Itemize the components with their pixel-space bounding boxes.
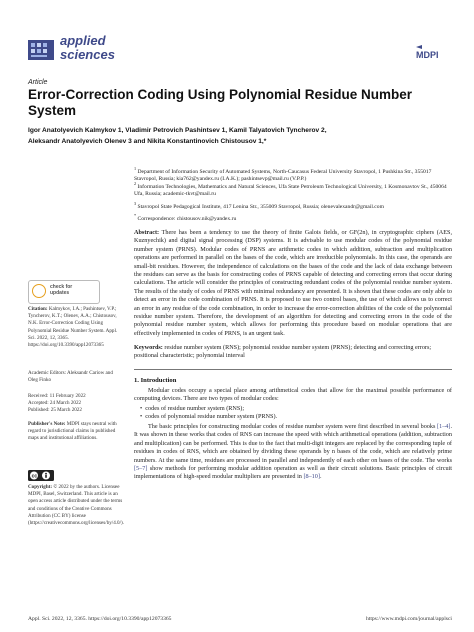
- author-line-1: Igor Anatolyevich Kalmykov 1, Vladimir Petrovich Pashintsev 1, Kamil Talyatovich Tyncherov 2,: [28, 127, 327, 134]
- citation: Citation: Kalmykov, I.A.; Pashintsev, V.P.; Tyncherov, K.T.; Olenev, A.A.; Chistousov, N.K. Error-Correction Coding Using Polynomial Residue Number System. Appl. Sci. 2022, 12, 3365. https://doi.org/10.3390/app12073365: [28, 306, 118, 349]
- footer-doi[interactable]: Appl. Sci. 2022, 12, 3365. https://doi.org/10.3390/app12073365: [28, 616, 172, 622]
- list-item: • codes of residue number system (RNS);: [140, 405, 245, 412]
- dates: Received: 11 February 2022 Accepted: 24 March 2022 Published: 25 March 2022: [28, 393, 86, 414]
- divider: [134, 369, 452, 370]
- intro-paragraph-1: Modular codes occupy a special place among arithmetical codes that allow for the maximal possible performance of computing devices. There are two types of modular codes:: [134, 387, 452, 403]
- abstract-text: There has been a tendency to use the theory of finite Galois fields, or GF(2n), in cryptographic ciphers (AES, Kuznyechik) and digital signal processing (DSP) systems. It is advisable to use modular codes of the polynomial residue number system (PRNS). Modular codes of PRNS are arithmetic codes in which addition, subtraction and multiplication operations are performed in parallel on the bases of the code, which are irreducible polynomials. In this case, the operands are small-bit residues. However, the independence of calculations on the bases of the code and the lack of data exchange between the residues can serve as the basis for constructing codes of PRNS capable of detecting and correcting errors that occur during calculations. The article will consider the principles of constructing redundant codes of the polynomial residue number system. The results of the study of codes of PRNS with minimal redundancy are presented. It is shown that these codes are only able to detect an error in the code combination of PRNS. It is proposed to use two control bases, the use of which allows us to correct an error in any residue of the code combination, in order to increase the error-correction abilities of the code of the polynomial residue number system. Therefore, the development of an algorithm for detecting and correcting errors in the code of the polynomial residue number system, which allows for performing this procedure based on modular operations that are effectively implemented in codes of PRNS, is an urgent task.: [134, 229, 453, 337]
- intro-paragraph-2: The basic principles for constructing modular codes of residue number system were first described in several books [1–4]. It was shown in these works that codes of RNS can increase the speed with which arithmetical operations (addition, subtraction and multiplication) can be performed. This is due to the fact that multi-digit integers are replaced by the corresponding tuple of residues in codes of RNS, which are obtained by dividing these operands by n bases of the code, which are relatively prime numbers. At the same time, residues are processed in parallel and independently of each other on bases of the code. The works [5–7] show methods for performing modular addition operation as well as their circuit solutions. Basic principles of circuit implementations of high-speed modular multipliers are presented in [8–10].: [134, 423, 452, 481]
- keywords: [134, 344, 452, 361]
- updates-icon: [32, 284, 46, 298]
- check-for-updates-badge[interactable]: check for updates: [28, 280, 100, 304]
- abstract-label: Abstract:: [134, 229, 160, 236]
- publisher-name: MDPI: [416, 50, 439, 60]
- author-line-2: Aleksandr Anatolyevich Olenev 3 and Nikita Konstantinovich Chistousov 1,*: [28, 138, 267, 145]
- affiliation-3: $^3$ Stavropol State Pedagogical Institute, 417 Lenina Str., 355009 Stavropol, Russia; olenevalexandr@gmail.com: [134, 201, 384, 210]
- footer-journal-url[interactable]: https://www.mdpi.com/journal/applsci: [365, 616, 452, 622]
- reference-link[interactable]: [1–4]: [437, 423, 451, 430]
- mdpi-logo-icon: [414, 45, 448, 61]
- publisher-note: Publisher's Note: MDPI stays neutral with regard to jurisdictional claims in published maps and institutional affiliations.: [28, 421, 117, 442]
- list-item: • codes of polynomial residue number system (PRNS).: [140, 413, 278, 420]
- academic-editors: Academic Editors: Aleksandr Cariow and Oleg Finko: [28, 370, 113, 384]
- journal-name: [60, 34, 115, 62]
- copyright: Copyright: © 2022 by the authors. Licensee MDPI, Basel, Switzerland. This article is an open access article distributed under the terms and conditions of the Creative Commons Attribution (CC BY) license (https://creativecommons.org/licenses/by/4.0/).: [28, 484, 124, 527]
- journal-name-line1: applied: [60, 33, 106, 48]
- keywords-label: Keywords:: [134, 344, 163, 351]
- journal-logo-icon: [28, 40, 54, 60]
- correspondence: * Correspondence: chistousov.nik@yandex.ru: [134, 213, 237, 222]
- abstract: [134, 229, 452, 338]
- cc-by-license-icon: [28, 470, 54, 481]
- journal-name-line2: sciences: [60, 47, 115, 62]
- section-heading: 1. Introduction: [134, 377, 177, 384]
- article-type: Article: [28, 79, 48, 86]
- affiliation-2: $^2$ Information Technologies, Mathematics and Natural Sciences, Ufa State Petroleum Technological University, 1 Kosmonavtov St., 450064 Ufa, Russia; academic-tkvt@mail.ru: [134, 181, 447, 198]
- keywords-text: residue number system (RNS); polynomial residue number system (PRNS); detecting and correcting errors; positional characteristic; polynomial interval: [134, 344, 432, 360]
- paper-title: Error-Correction Coding Using Polynomial Residue Number System: [28, 87, 413, 118]
- author-list: [28, 125, 448, 147]
- affiliation-1: $^1$ Department of Information Security of Automated Systems, North-Caucasus Federal University Stavropol, 1 Pushkina Str., 355017 Stavropol, Russia; kia762@yandex.ru (I.A.K.); pashintsevp@mail.ru (V.P.P.): [134, 166, 432, 183]
- reference-link[interactable]: [5–7]: [134, 465, 148, 473]
- reference-link[interactable]: [8–10]: [303, 473, 320, 481]
- svg-text:cc: cc: [31, 473, 38, 480]
